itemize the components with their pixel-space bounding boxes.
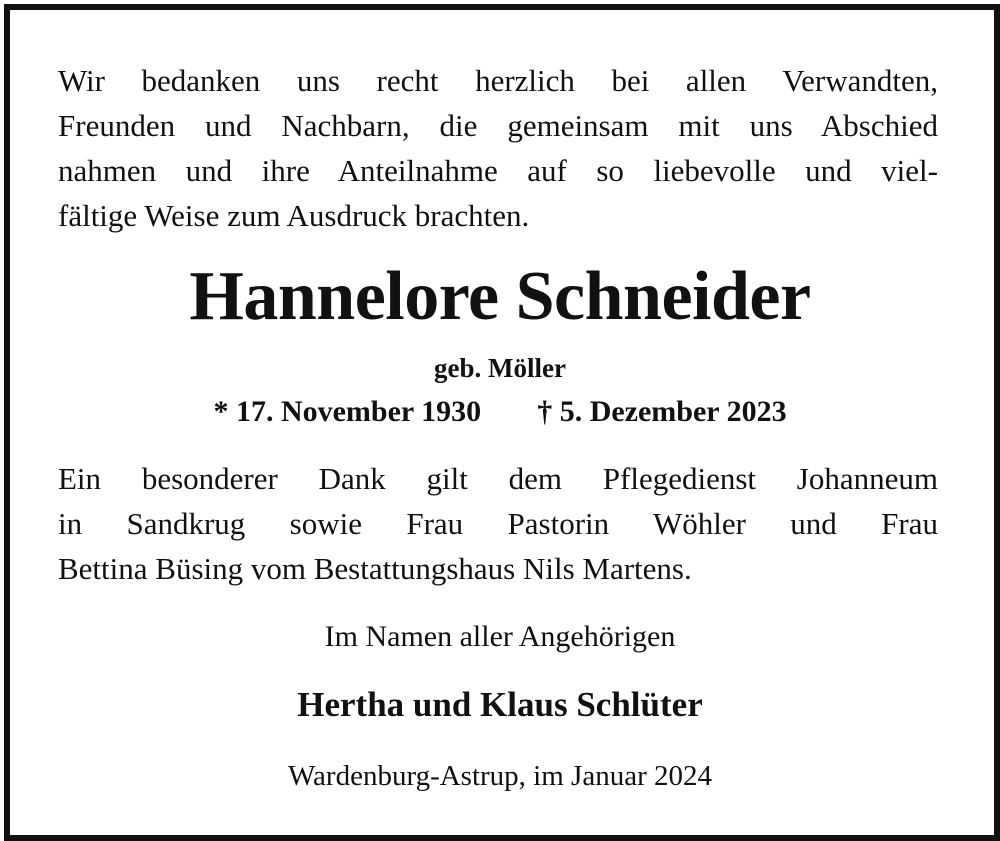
intro-line: nahmen und ihre Anteilnahme auf so liebevolle und viel-	[58, 153, 938, 188]
intro-paragraph	[58, 58, 938, 238]
intro-line: Freunden und Nachbarn, die gemeinsam mit uns Abschied	[58, 108, 938, 143]
thanks-line: Bettina Büsing vom Bestattungshaus Nils Martens.	[58, 551, 692, 586]
birth-date: * 17. November 1930	[213, 395, 482, 428]
maiden-name: geb. Möller	[434, 353, 566, 383]
place-date: Wardenburg-Astrup, im Januar 2024	[288, 760, 712, 792]
intro-line: fältige Weise zum Ausdruck brachten.	[58, 198, 530, 233]
death-date: † 5. Dezember 2023	[537, 395, 787, 428]
thanks-paragraph	[58, 456, 938, 591]
closing-line: Im Namen aller Angehörigen	[324, 620, 676, 653]
life-dates	[0, 392, 1000, 432]
thanks-line: in Sandkrug sowie Frau Pastorin Wöhler und Frau	[58, 506, 938, 541]
signers: Hertha und Klaus Schlüter	[297, 685, 703, 724]
thanks-line: Ein besonderer Dank gilt dem Pflegedienst Johanneum	[58, 461, 938, 496]
intro-line: Wir bedanken uns recht herzlich bei allen Verwandten,	[58, 63, 938, 98]
deceased-name: Hannelore Schneider	[189, 258, 811, 335]
